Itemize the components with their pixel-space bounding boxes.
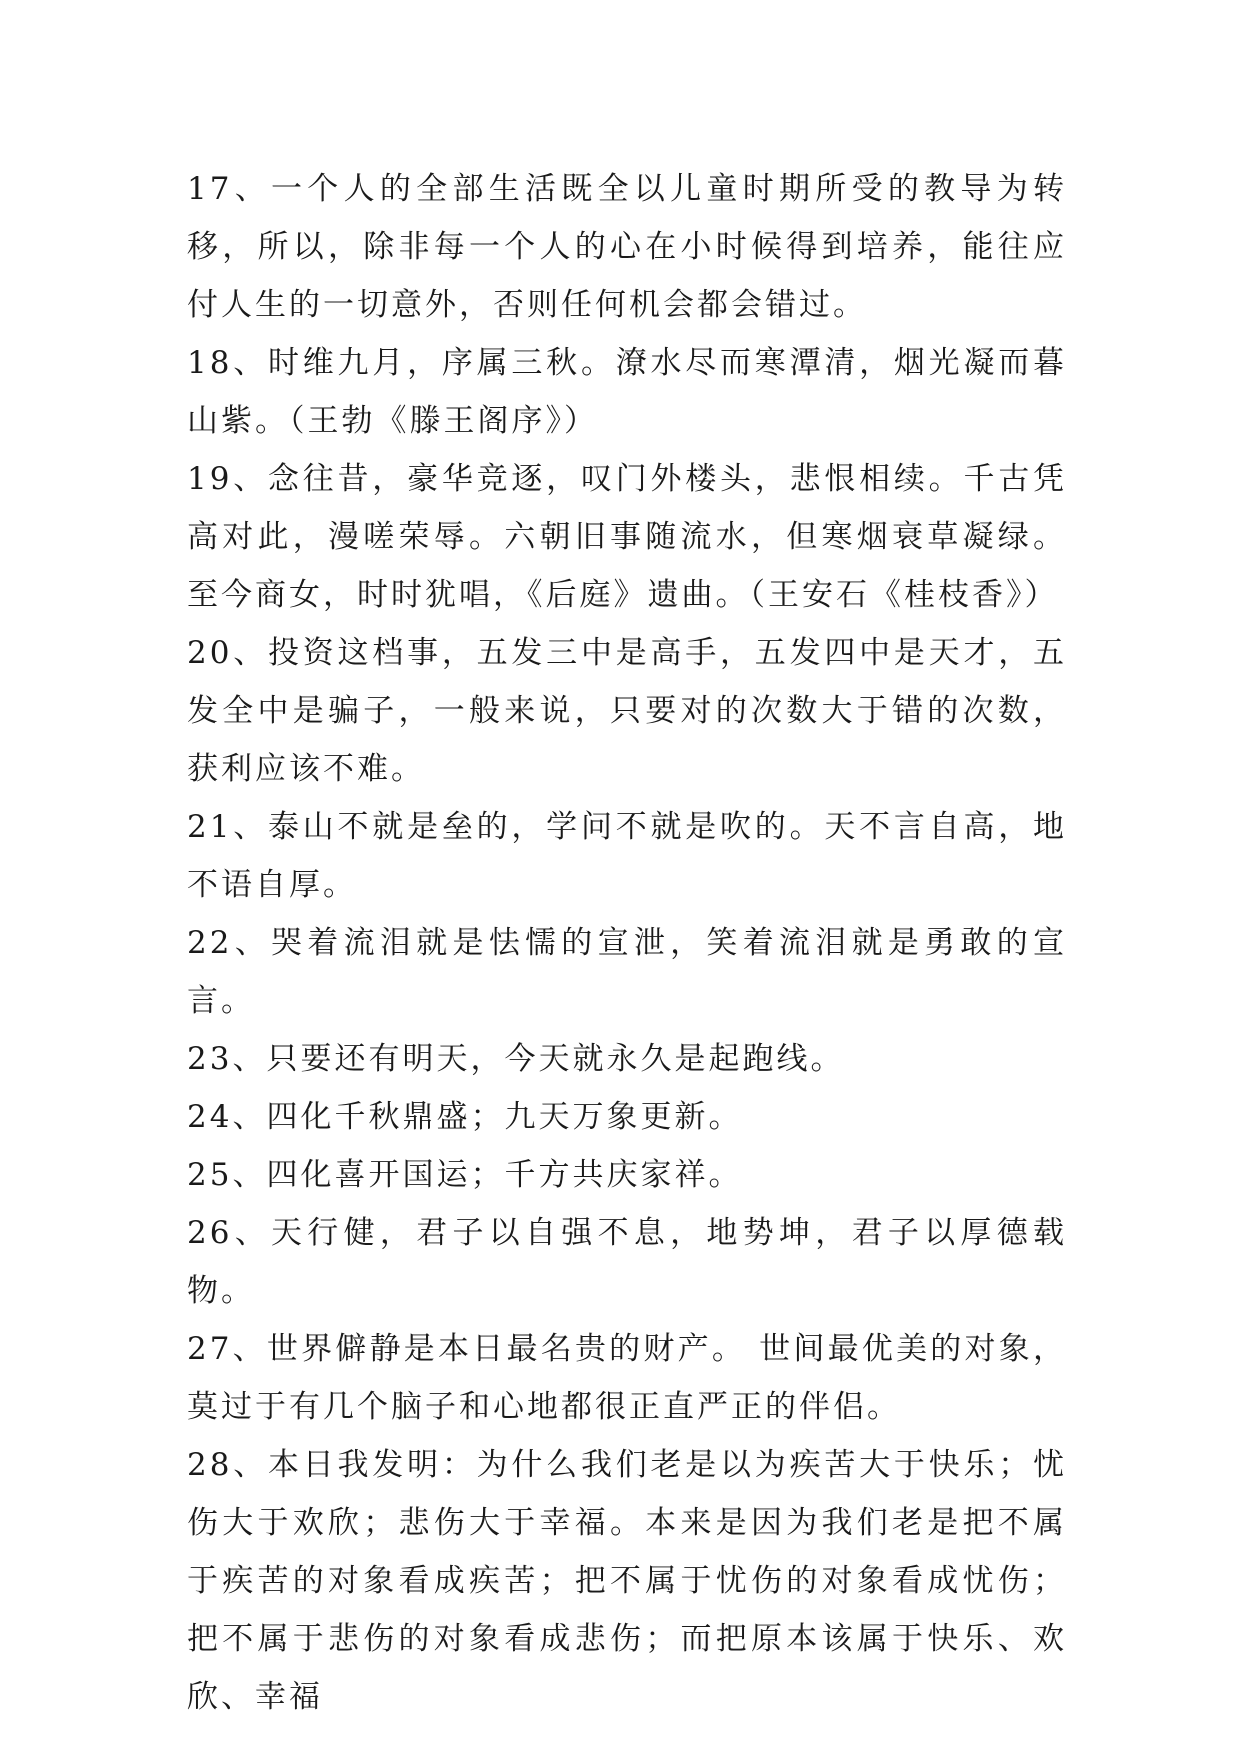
paragraph-27: 27、世界僻静是本日最名贵的财产。 世间最优美的对象，莫过于有几个脑子和心地都很正直严正的伴侣。 xyxy=(187,1331,1067,1425)
paragraph-22: 22、哭着流泪就是怯懦的宣泄，笑着流泪就是勇敢的宣言。 xyxy=(187,925,1067,1019)
paragraph-19: 19、念往昔，豪华竞逐，叹门外楼头，悲恨相续。千古凭高对此，漫嗟荣辱。六朝旧事随流水，但寒烟衰草凝绿。至今商女，时时犹唱，《后庭》遗曲。（王安石《桂枝香》） xyxy=(187,461,1067,613)
paragraph-26: 26、天行健，君子以自强不息，地势坤，君子以厚德载物。 xyxy=(187,1215,1067,1309)
paragraph-28: 28、本日我发明：为什么我们老是以为疾苦大于快乐；忧伤大于欢欣；悲伤大于幸福。本来是因为我们老是把不属于疾苦的对象看成疾苦；把不属于忧伤的对象看成忧伤；把不属于悲伤的对象看成悲伤；而把原本该属于快乐、欢欣、幸福 xyxy=(187,1447,1067,1715)
document-body xyxy=(187,160,1067,1726)
paragraph-23: 23、只要还有明天，今天就永久是起跑线。 xyxy=(187,1041,845,1077)
paragraph-20: 20、投资这档事，五发三中是高手，五发四中是天才，五发全中是骗子，一般来说，只要对的次数大于错的次数，获利应该不难。 xyxy=(187,635,1067,787)
paragraph-24: 24、四化千秋鼎盛；九天万象更新。 xyxy=(187,1099,743,1135)
paragraph-18: 18、时维九月，序属三秋。潦水尽而寒潭清，烟光凝而暮山紫。（王勃《滕王阁序》） xyxy=(187,345,1067,439)
paragraph-25: 25、四化喜开国运；千方共庆家祥。 xyxy=(187,1157,743,1193)
paragraph-21: 21、泰山不就是垒的，学问不就是吹的。天不言自高，地不语自厚。 xyxy=(187,809,1067,903)
paragraph-17: 17、一个人的全部生活既全以儿童时期所受的教导为转移，所以，除非每一个人的心在小时候得到培养，能往应付人生的一切意外，否则任何机会都会错过。 xyxy=(187,171,1067,323)
